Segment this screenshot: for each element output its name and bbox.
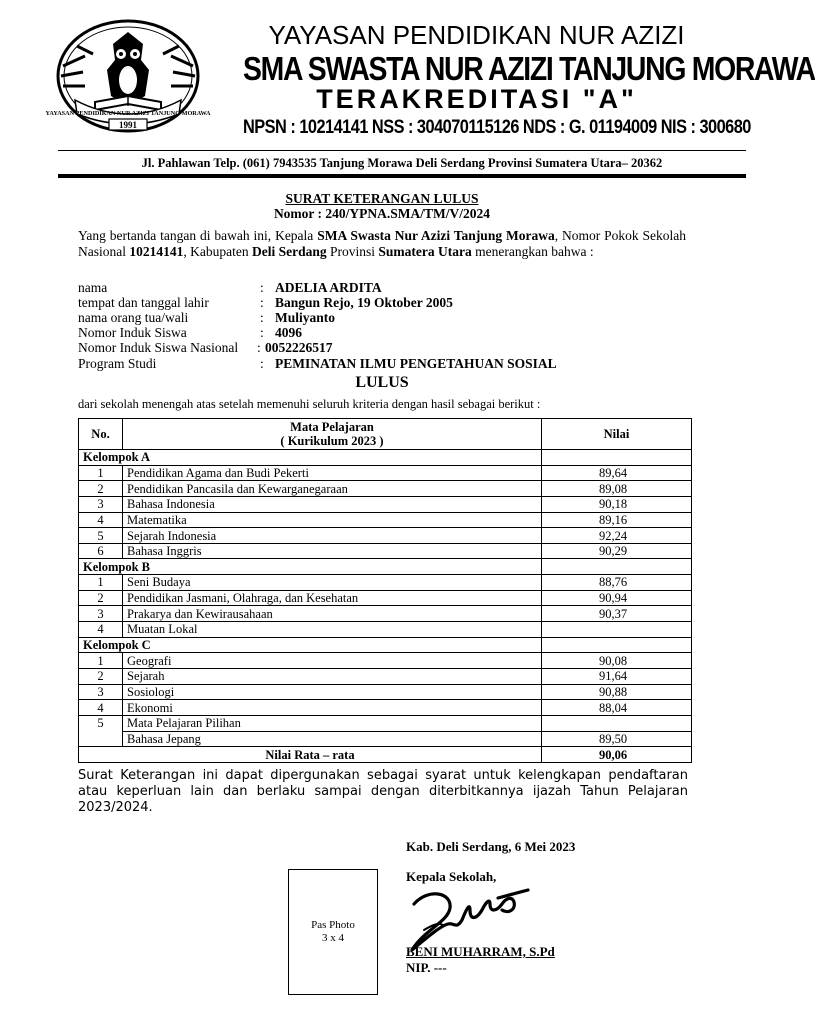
table-row [79, 528, 692, 544]
row-subject: Seni Budaya [123, 575, 542, 591]
group-score-cell [542, 637, 692, 653]
row-no: 2 [79, 668, 123, 684]
group-row [79, 559, 692, 575]
header-subject-label: Mata Pelajaran [290, 420, 374, 434]
field-value: Bangun Rejo, 19 Oktober 2005 [275, 295, 453, 310]
header-curriculum: ( Kurikulum 2023 ) [280, 434, 384, 448]
table-row [79, 543, 692, 559]
intro-text: , Kabupaten [183, 243, 252, 259]
group-row [79, 450, 692, 466]
field-value: Muliyanto [275, 310, 336, 325]
row-score: 89,64 [542, 465, 692, 481]
row-score: 90,88 [542, 684, 692, 700]
group-name: Kelompok C [79, 637, 542, 653]
row-score: 90,37 [542, 606, 692, 622]
row-no [79, 731, 123, 747]
row-subject: Sejarah Indonesia [123, 528, 542, 544]
row-subject: Sosiologi [123, 684, 542, 700]
table-row [79, 481, 692, 497]
row-score: 89,08 [542, 481, 692, 497]
field-colon: : [260, 356, 264, 371]
header-subject [123, 419, 542, 450]
logo-year: 1991 [119, 120, 137, 130]
table-lead-text: dari sekolah menengah atas setelah memenuhi seluruh kriteria dengan hasil sebagai berikut : [78, 397, 541, 411]
field-label: tempat dan tanggal lahir [78, 295, 209, 310]
table-row [79, 700, 692, 716]
average-value: 90,06 [542, 747, 692, 763]
field-colon: : [260, 310, 264, 325]
row-score: 90,94 [542, 590, 692, 606]
row-no: 5 [79, 528, 123, 544]
intro-province: Sumatera Utara [378, 243, 472, 259]
average-row [79, 747, 692, 763]
svg-text:YAYASAN PENDIDIKAN NUR AZIZI T [46, 110, 211, 117]
row-no: 2 [79, 481, 123, 497]
group-name: Kelompok A [79, 450, 542, 466]
table-row [79, 590, 692, 606]
row-subject: Pendidikan Jasmani, Olahraga, dan Kesehatan [123, 590, 542, 606]
row-score: 91,64 [542, 668, 692, 684]
row-subject: Pendidikan Pancasila dan Kewarganegaraan [123, 481, 542, 497]
field-label: Program Studi [78, 356, 157, 371]
table-header-row [79, 419, 692, 450]
closing-paragraph: Surat Keterangan ini dapat dipergunakan sebagai syarat untuk kelengkapan pendaftaran atau keperluan lain dan berlaku sampai dengan diterbitkannya ijazah Tahun Pelajaran 2023/2024. [78, 768, 688, 815]
row-no: 4 [79, 622, 123, 638]
row-no: 4 [79, 512, 123, 528]
field-colon: : [260, 280, 264, 295]
row-no: 1 [79, 653, 123, 669]
intro-npsn: 10214141 [129, 243, 184, 259]
table-row [79, 622, 692, 638]
intro-text: , Nomor Pokok Sekolah Nasional [78, 228, 687, 259]
table-row [79, 465, 692, 481]
group-name: Kelompok B [79, 559, 542, 575]
row-subject: Mata Pelajaran Pilihan [123, 715, 542, 731]
row-score: 88,76 [542, 575, 692, 591]
row-no: 1 [79, 465, 123, 481]
signer-nip: NIP. --- [406, 960, 447, 975]
field-value: PEMINATAN ILMU PENGETAHUAN SOSIAL [275, 356, 557, 371]
row-subject: Bahasa Inggris [123, 543, 542, 559]
row-no: 3 [79, 606, 123, 622]
row-subject: Sejarah [123, 668, 542, 684]
logo-text: YAYASAN PENDIDIKAN NUR AZIZI TANJUNG MORAWA [45, 110, 211, 117]
school-identifiers: NPSN : 10214141 NSS : 304070115126 NDS : G. 01194009 NIS : 300680 [243, 117, 751, 138]
row-subject: Bahasa Indonesia [123, 496, 542, 512]
row-no: 4 [79, 700, 123, 716]
row-no: 1 [79, 575, 123, 591]
field-label: Nomor Induk Siswa [78, 325, 187, 340]
intro-school: SMA Swasta Nur Azizi Tanjung Morawa [317, 228, 555, 243]
group-score-cell [542, 559, 692, 575]
table-row [79, 653, 692, 669]
intro-regency: Deli Serdang [251, 243, 327, 259]
letter-number: Nomor : 240/YPNA.SMA/TM/V/2024 [273, 206, 491, 221]
row-subject: Geografi [123, 653, 542, 669]
header-divider-thin [58, 150, 746, 151]
field-colon: : [257, 340, 261, 355]
row-no: 3 [79, 496, 123, 512]
photo-placeholder [288, 869, 378, 995]
table-row [79, 668, 692, 684]
intro-text: Provinsi [326, 243, 379, 259]
row-no: 6 [79, 543, 123, 559]
field-value: 4096 [275, 325, 302, 340]
row-score: 90,08 [542, 653, 692, 669]
row-no: 2 [79, 590, 123, 606]
table-row [79, 715, 692, 731]
school-address: Jl. Pahlawan Telp. (061) 7943535 Tanjung Morawa Deli Serdang Provinsi Sumatera Utara– 20362 [141, 156, 663, 170]
row-subject: Matematika [123, 512, 542, 528]
svg-text:1991 [119, 120, 138, 130]
row-subject: Prakarya dan Kewirausahaan [123, 606, 542, 622]
table-row [79, 512, 692, 528]
row-no: 3 [79, 684, 123, 700]
field-value: 0052226517 [265, 340, 333, 355]
field-colon: : [260, 295, 264, 310]
table-row [79, 496, 692, 512]
group-row [79, 637, 692, 653]
signer-role: Kepala Sekolah, [406, 869, 497, 884]
group-score-cell [542, 450, 692, 466]
field-label: nama [78, 280, 108, 295]
row-score [542, 715, 692, 731]
table-row [79, 684, 692, 700]
table-row [79, 731, 692, 747]
grades-table [78, 418, 692, 763]
intro-text: menerangkan bahwa : [471, 243, 594, 259]
row-score: 88,04 [542, 700, 692, 716]
average-label: Nilai Rata – rata [79, 747, 542, 763]
row-score: 89,50 [542, 731, 692, 747]
photo-label: Pas Photo [311, 919, 355, 931]
row-score: 89,16 [542, 512, 692, 528]
graduation-result: LULUS [355, 374, 409, 391]
row-subject: Pendidikan Agama dan Budi Pekerti [123, 465, 542, 481]
row-no: 5 [79, 715, 123, 731]
school-seal-logo [45, 18, 211, 136]
field-label: nama orang tua/wali [78, 310, 189, 325]
row-subject: Ekonomi [123, 700, 542, 716]
table-row [79, 575, 692, 591]
field-colon: : [260, 325, 264, 340]
photo-size: 3 x 4 [322, 932, 344, 944]
signer-name: BENI MUHARRAM, S.Pd [406, 944, 555, 959]
intro-text: Yang bertanda tangan di bawah ini, Kepala [78, 228, 318, 243]
row-score: 90,18 [542, 496, 692, 512]
header-no: No. [79, 419, 123, 450]
row-subject: Muatan Lokal [123, 622, 542, 638]
foundation-name: YAYASAN PENDIDIKAN NUR AZIZI [268, 20, 685, 50]
row-score: 92,24 [542, 528, 692, 544]
place-date: Kab. Deli Serdang, 6 Mei 2023 [406, 839, 576, 854]
header-divider-thick [58, 174, 746, 178]
field-value: ADELIA ARDITA [275, 280, 382, 295]
field-label: Nomor Induk Siswa Nasional [78, 340, 239, 355]
row-score [542, 622, 692, 638]
row-score: 90,29 [542, 543, 692, 559]
school-name: SMA SWASTA NUR AZIZI TANJUNG MORAWA [243, 50, 815, 87]
header-score: Nilai [542, 419, 692, 450]
letter-title: SURAT KETERANGAN LULUS [285, 191, 479, 206]
table-row [79, 606, 692, 622]
accreditation-status: TERAKREDITASI "A" [316, 84, 637, 114]
intro-paragraph [78, 228, 686, 260]
row-subject: Bahasa Jepang [123, 731, 542, 747]
